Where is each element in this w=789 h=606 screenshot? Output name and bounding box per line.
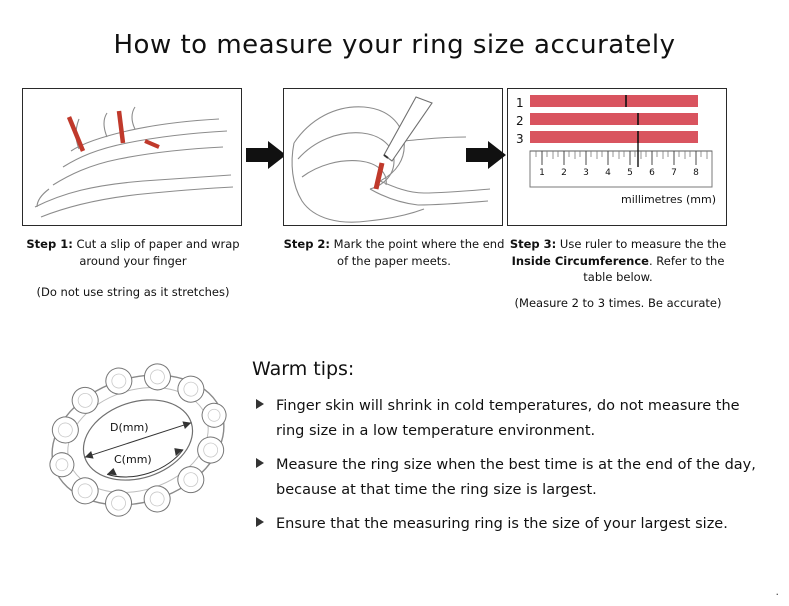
- step-1-label: Step 1:: [26, 237, 73, 251]
- step-3-text-bold: Inside Circumference: [511, 253, 649, 268]
- tip-text: Measure the ring size when the best time is at the end of the day, because at that time the ring size is largest.: [276, 456, 756, 499]
- step-1: [22, 88, 244, 299]
- corner-mark: .: [775, 585, 779, 598]
- arrow-right-icon-1: [246, 140, 286, 170]
- ring-diagram: [28, 345, 248, 535]
- step-3-text-end: . Refer to the table below.: [583, 253, 725, 285]
- step-1-text: Cut a slip of paper and wrap around your finger: [72, 237, 240, 268]
- ring-diameter-label: D(mm): [110, 421, 149, 434]
- arrow-right-icon-2: [466, 140, 506, 170]
- step-3: [507, 88, 729, 310]
- tip-text: Finger skin will shrink in cold temperatures, do not measure the ring size in a low temperature environment.: [276, 398, 740, 440]
- steps-row: [22, 88, 767, 338]
- step-3-illustration: [507, 88, 727, 226]
- eternity-ring-icon: [28, 345, 248, 535]
- tip-item: [252, 512, 772, 537]
- svg-text:6: 6: [649, 168, 655, 178]
- step-1-note: (Do not use string as it stretches): [36, 285, 230, 300]
- step-2-text: Mark the point where the end of the paper meets.: [330, 237, 505, 268]
- bullet-triangle-icon: [256, 517, 264, 527]
- step-1-caption: [22, 236, 244, 269]
- tip-item: [252, 394, 772, 445]
- step-2: [283, 88, 505, 269]
- svg-text:2: 2: [516, 114, 524, 128]
- ruler-measuring-strips-icon: [508, 89, 727, 226]
- bullet-triangle-icon: [256, 399, 264, 409]
- page-title: How to measure your ring size accurately: [113, 30, 676, 60]
- step-3-note: (Measure 2 to 3 times. Be accurate): [514, 296, 722, 311]
- svg-text:3: 3: [583, 168, 589, 178]
- svg-text:millimetres (mm): millimetres (mm): [621, 193, 717, 206]
- svg-text:2: 2: [561, 168, 567, 178]
- svg-text:8: 8: [693, 168, 699, 178]
- step-2-caption: [283, 236, 505, 269]
- tip-text: Ensure that the measuring ring is the size of your largest size.: [276, 515, 728, 532]
- svg-text:7: 7: [671, 168, 677, 178]
- ring-circumference-label: C(mm): [114, 453, 152, 466]
- bullet-triangle-icon: [256, 458, 264, 468]
- hand-with-paper-slip-icon: [23, 89, 242, 226]
- step-1-illustration: [22, 88, 242, 226]
- step-3-label: Step 3:: [509, 237, 557, 251]
- svg-text:1: 1: [516, 96, 524, 110]
- step-2-label: Step 2:: [283, 237, 331, 251]
- svg-text:3: 3: [516, 132, 524, 146]
- warm-tips-title: Warm tips:: [252, 358, 355, 380]
- step-3-text: Use ruler to measure the the: [556, 237, 727, 251]
- step-3-caption: [507, 236, 729, 286]
- svg-text:5: 5: [627, 168, 633, 178]
- tip-item: [252, 453, 772, 504]
- svg-text:4: 4: [605, 168, 611, 178]
- warm-tips-section: [252, 358, 772, 545]
- svg-text:1: 1: [539, 168, 545, 178]
